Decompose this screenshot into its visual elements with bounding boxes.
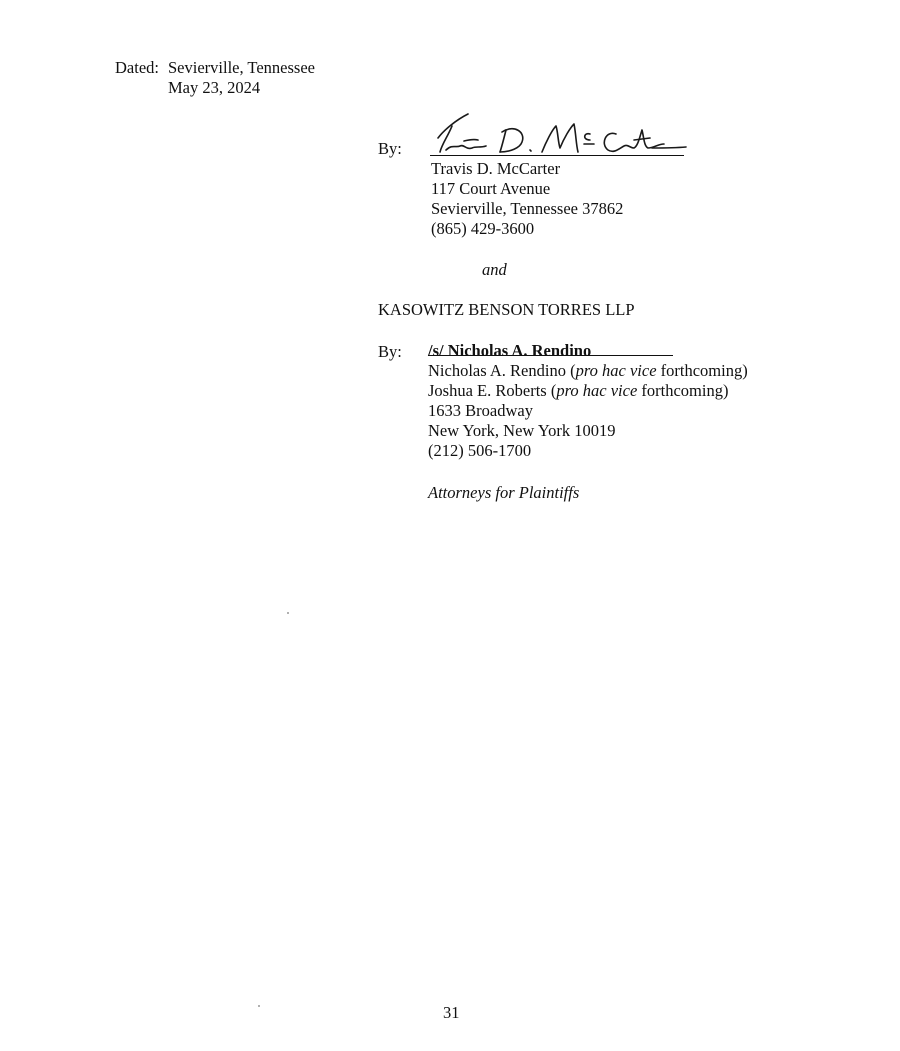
dated-label: Dated: (115, 58, 159, 77)
signer2-phone: (212) 506-1700 (428, 441, 532, 460)
attorney1-suffix: forthcoming) (656, 361, 748, 380)
attorney2-pro-hac-vice: pro hac vice (556, 381, 638, 400)
signer1-address-line1: 117 Court Avenue (431, 179, 551, 198)
scan-speck (287, 612, 289, 614)
scan-speck (258, 1005, 260, 1007)
attorney1-line (428, 361, 748, 381)
attorney1-pro-hac-vice: pro hac vice (575, 361, 657, 380)
dated-place: Sevierville, Tennessee (168, 58, 315, 77)
attorney2-line (428, 381, 728, 401)
conjunction-and: and (482, 260, 507, 279)
signer1-name: Travis D. McCarter (431, 159, 561, 178)
signature-line-1 (430, 155, 684, 156)
by-label-1: By: (378, 139, 402, 158)
firm-name: KASOWITZ BENSON TORRES LLP (378, 300, 635, 319)
page-number: 31 (443, 1003, 460, 1022)
signer1-address-line2: Sevierville, Tennessee 37862 (431, 199, 624, 218)
signature-line-2 (428, 355, 673, 356)
signer2-address-line2: New York, New York 10019 (428, 421, 616, 440)
dated-date: May 23, 2024 (168, 78, 261, 97)
attorney1-name: Nicholas A. Rendino ( (428, 361, 576, 380)
attorney2-suffix: forthcoming) (637, 381, 729, 400)
electronic-signature: /s/ Nicholas A. Rendino (428, 341, 592, 360)
attorneys-role: Attorneys for Plaintiffs (428, 483, 580, 502)
handwritten-signature (430, 108, 690, 158)
attorney2-name: Joshua E. Roberts ( (428, 381, 557, 400)
signer1-phone: (865) 429-3600 (431, 219, 535, 238)
by-label-2: By: (378, 342, 402, 361)
signer2-address-line1: 1633 Broadway (428, 401, 533, 420)
